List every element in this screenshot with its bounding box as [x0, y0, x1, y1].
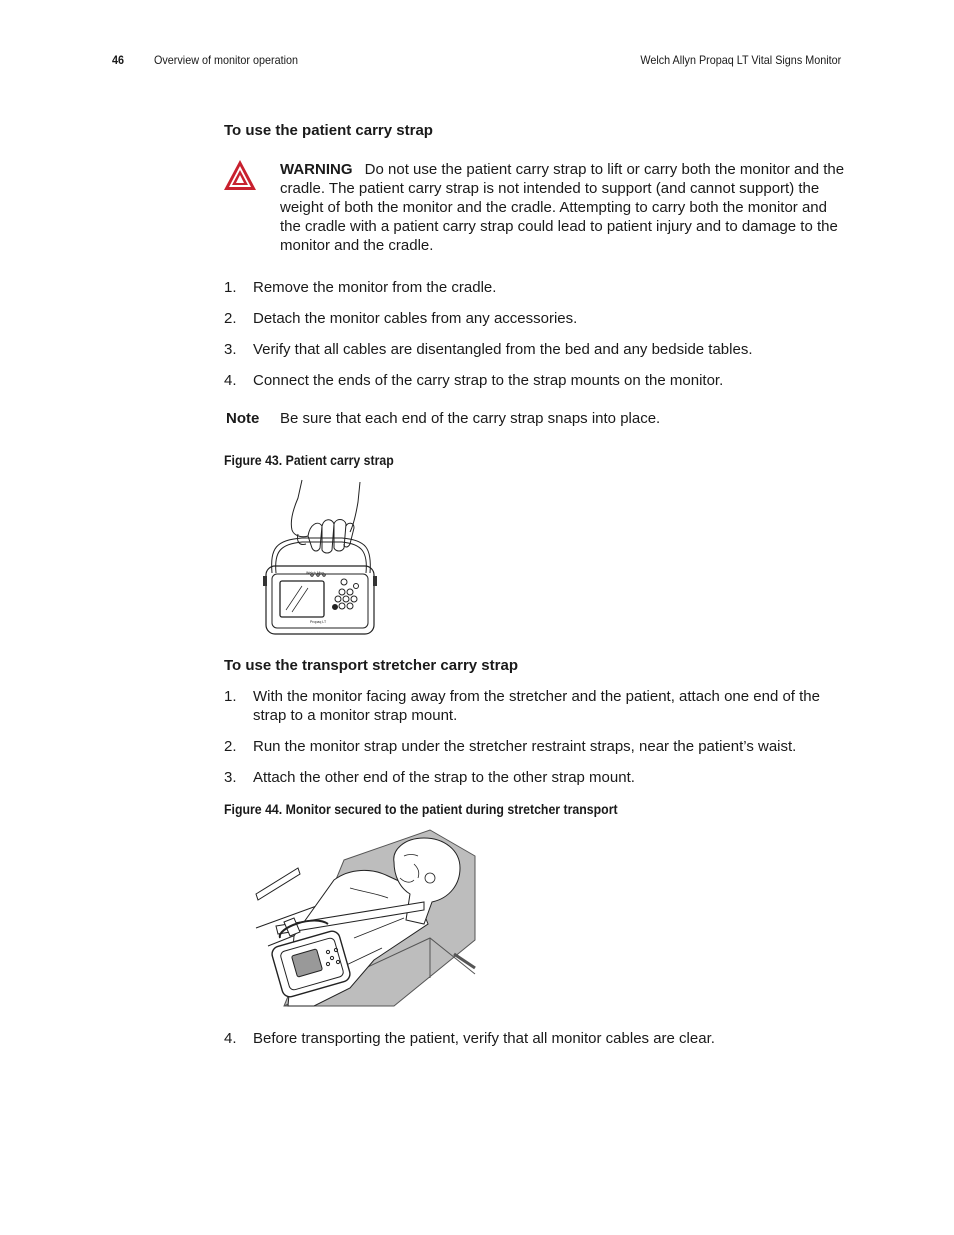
step-text: Remove the monitor from the cradle. — [253, 279, 497, 296]
list-item — [224, 737, 844, 756]
warning-label: WARNING — [280, 161, 353, 178]
warning-triangle-icon — [222, 158, 258, 194]
list-item — [224, 340, 844, 359]
patient-carry-strap-illustration — [262, 478, 378, 638]
step-number: 2. — [224, 310, 237, 327]
page-number: 46 — [112, 53, 125, 67]
list-item — [224, 768, 844, 787]
step-text: With the monitor facing away from the stretcher and the patient, attach one end of the strap to a monitor strap mount. — [253, 688, 820, 724]
list-item — [224, 687, 844, 725]
step-number: 3. — [224, 769, 237, 786]
step-number: 3. — [224, 341, 237, 358]
list-item — [224, 1029, 844, 1048]
list-item — [224, 278, 844, 297]
step-text: Before transporting the patient, verify that all monitor cables are clear. — [253, 1030, 715, 1047]
section-title-transport-stretcher-carry-strap: To use the transport stretcher carry strap — [224, 657, 518, 674]
section-title-patient-carry-strap: To use the patient carry strap — [224, 122, 433, 139]
step-text: Run the monitor strap under the stretcher restraint straps, near the patient’s waist. — [253, 738, 797, 755]
step-number: 2. — [224, 738, 237, 755]
step-number: 4. — [224, 372, 237, 389]
device-brand-text: Welch Allyn — [306, 571, 325, 575]
list-item — [224, 371, 844, 390]
device-model-text: Propaq LT — [310, 620, 327, 624]
note-label: Note — [226, 410, 260, 427]
header-document-title: Welch Allyn Propaq LT Vital Signs Monitor — [640, 53, 841, 67]
step-number: 1. — [224, 279, 237, 296]
figure-43-caption: Figure 43. Patient carry strap — [224, 452, 394, 468]
warning-text: Do not use the patient carry strap to lift or carry both the monitor and the cradle. The patient carry strap is not intended to support (and cannot support) the weight of both the monitor and the cradle. Attempting to carry both the monitor and the cradle with a patient carry strap could lead to patient injury and to damage to the monitor and the cradle. — [280, 161, 845, 254]
step-text: Connect the ends of the carry strap to the strap mounts on the monitor. — [253, 372, 724, 389]
list-item — [224, 309, 844, 328]
step-text: Verify that all cables are disentangled from the bed and any bedside tables. — [253, 341, 753, 358]
note-text: Be sure that each end of the carry strap snaps into place. — [280, 410, 661, 427]
step-text: Attach the other end of the strap to the other strap mount. — [253, 769, 635, 786]
warning-block — [280, 160, 845, 255]
step-number: 1. — [224, 688, 237, 705]
step-number: 4. — [224, 1030, 237, 1047]
figure-44-caption: Figure 44. Monitor secured to the patient during stretcher transport — [224, 801, 618, 817]
step-text: Detach the monitor cables from any accessories. — [253, 310, 578, 327]
header-section: Overview of monitor operation — [154, 53, 299, 67]
stretcher-transport-illustration — [254, 828, 476, 1012]
